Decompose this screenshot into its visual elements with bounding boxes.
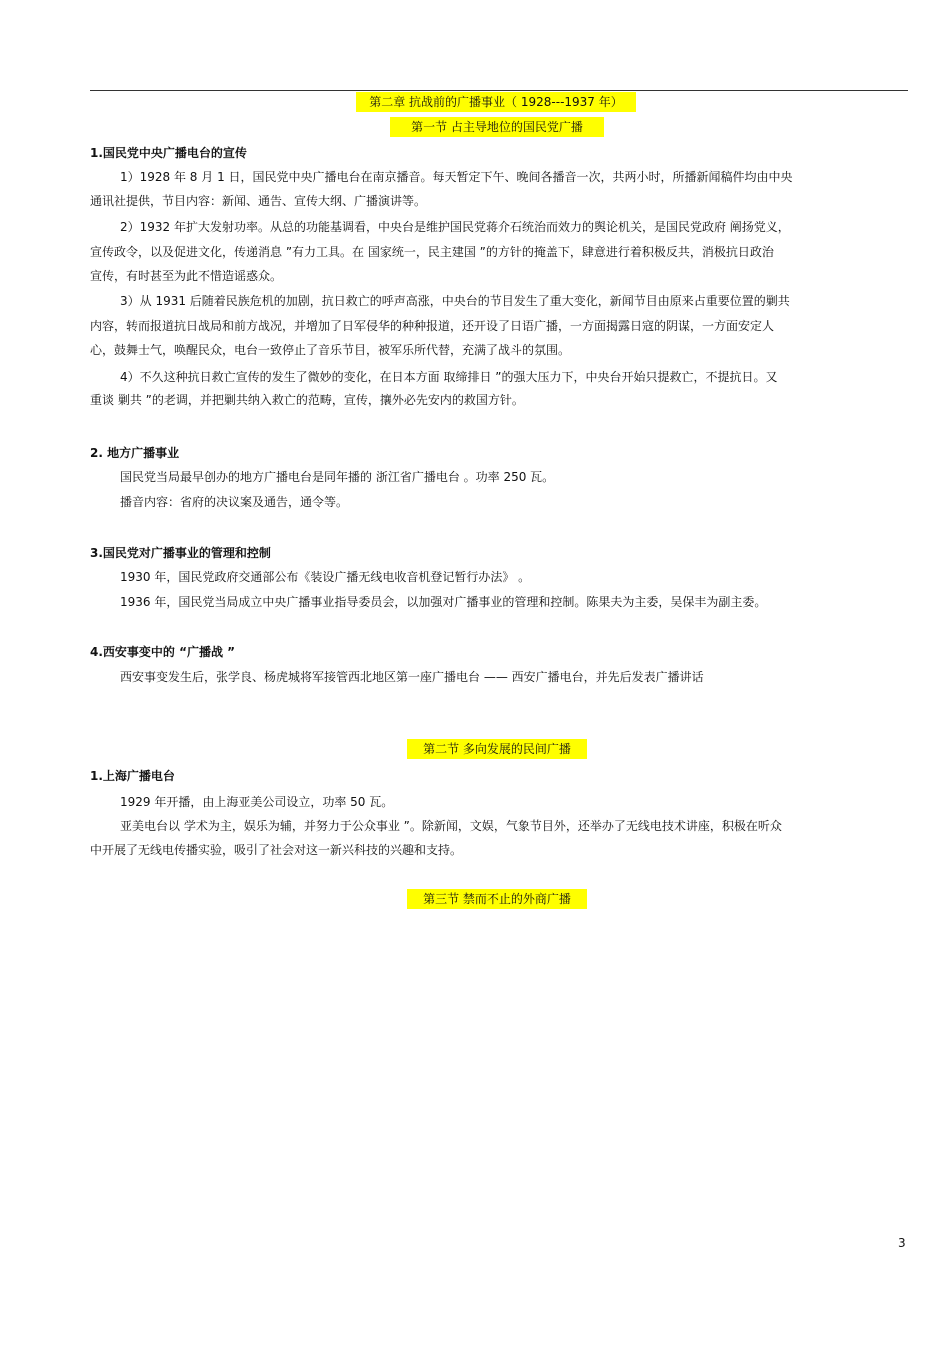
item-heading: 4.西安事变中的 “广播战 ” — [90, 645, 236, 659]
paragraph-line: 宣传政令，以及促进文化，传递消息 ”有力工具。在 国家统一，民主建国 ”的方针的掩盖下，肆意进行着积极反共，消极抗日政治 — [90, 245, 774, 259]
chapter-title: 第二章 抗战前的广播事业（ 1928---1937 年） — [356, 92, 636, 112]
paragraph-line: 宣传，有时甚至为此不惜造谣惑众。 — [90, 269, 283, 283]
item-heading: 1.上海广播电台 — [90, 769, 175, 783]
paragraph-line: 2）1932 年扩大发射功率。从总的功能基调看，中央台是维护国民党蒋介石统治而效力的舆论机关，是国民党政府 阐扬党义， — [120, 220, 790, 234]
item-heading: 2. 地方广播事业 — [90, 446, 180, 460]
paragraph-line: 3）从 1931 后随着民族危机的加剧，抗日救亡的呼声高涨，中央台的节目发生了重大变化，新闻节目由原来占重要位置的剿共 — [120, 294, 790, 308]
paragraph-line: 1930 年，国民党政府交通部公布《装设广播无线电收音机登记暂行办法》 。 — [120, 570, 531, 584]
paragraph-line: 通讯社提供，节目内容：新闻、通告、宣传大纲、广播演讲等。 — [90, 194, 427, 208]
paragraph-line: 4）不久这种抗日救亡宣传的发生了微妙的变化，在日本方面 取缔排日 ”的强大压力下，中央台开始只提救亡，不提抗日。又 — [120, 370, 778, 384]
section-1-title: 第一节 占主导地位的国民党广播 — [390, 117, 604, 137]
paragraph-line: 1929 年开播，由上海亚美公司设立，功率 50 瓦。 — [120, 795, 394, 809]
paragraph-line: 1）1928 年 8 月 1 日，国民党中央广播电台在南京播音。每天暂定下午、晚间各播音一次，共两小时，所播新闻稿件均由中央 — [120, 170, 793, 184]
header-rule — [90, 90, 908, 91]
section-3-title: 第三节 禁而不止的外商广播 — [407, 889, 587, 909]
paragraph-line: 中开展了无线电传播实验，吸引了社会对这一新兴科技的兴趣和支持。 — [90, 843, 463, 857]
paragraph-line: 1936 年，国民党当局成立中央广播事业指导委员会，以加强对广播事业的管理和控制。陈果夫为主委，吴保丰为副主委。 — [120, 595, 767, 609]
item-heading: 3.国民党对广播事业的管理和控制 — [90, 546, 271, 560]
paragraph-line: 内容，转而报道抗日战局和前方战况，并增加了日军侵华的种种报道，还开设了日语广播，一方面揭露日寇的阴谋，一方面安定人 — [90, 319, 775, 333]
paragraph-line: 心，鼓舞士气，唤醒民众，电台一致停止了音乐节目，被军乐所代替，充满了战斗的氛围。 — [90, 343, 571, 357]
paragraph-line: 国民党当局最早创办的地方广播电台是同年播的 浙江省广播电台 。功率 250 瓦。 — [120, 470, 555, 484]
paragraph-line: 重谈 剿共 ”的老调，并把剿共纳入救亡的范畴，宣传，攘外必先安内的救国方针。 — [90, 393, 524, 407]
paragraph-line: 播音内容：省府的决议案及通告，通令等。 — [120, 495, 349, 509]
section-2-title: 第二节 多向发展的民间广播 — [407, 739, 587, 759]
paragraph-line: 亚美电台以 学术为主，娱乐为辅，并努力于公众事业 ”。除新闻，文娱，气象节目外，还举办了无线电技术讲座，积极在听众 — [120, 819, 782, 833]
item-heading: 1.国民党中央广播电台的宣传 — [90, 146, 247, 160]
page-number: 3 — [898, 1236, 906, 1250]
paragraph-line: 西安事变发生后，张学良、杨虎城将军接管西北地区第一座广播电台 —— 西安广播电台，并先后发表广播讲话 — [120, 670, 704, 684]
